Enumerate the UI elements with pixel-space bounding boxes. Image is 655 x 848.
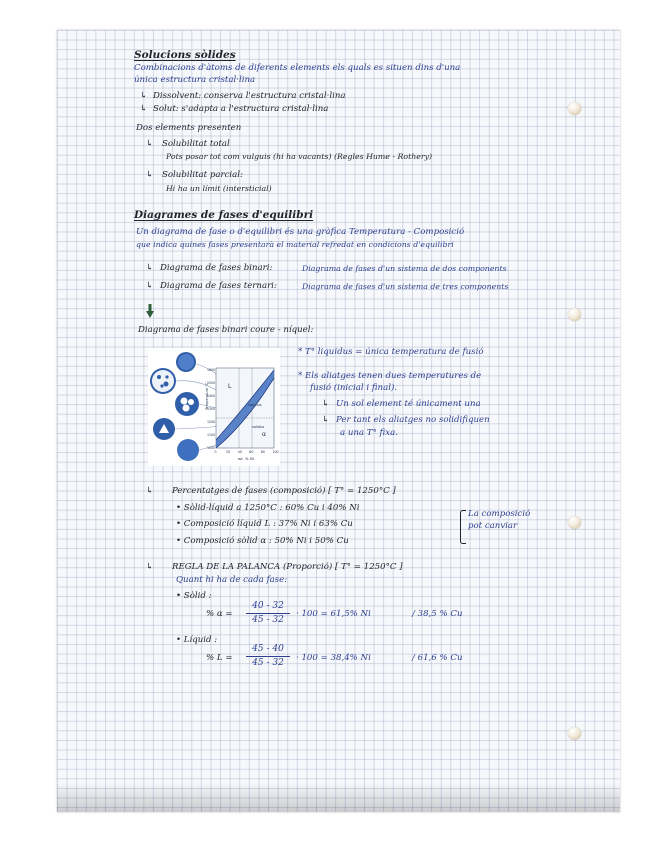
liquid-fraction — [246, 645, 290, 668]
binary-diagram-label: Diagrama de fases binari: — [160, 263, 273, 273]
dissolvent-line: Dissolvent: conserva l'estructura cristal·lina — [153, 91, 346, 101]
punch-hole — [568, 308, 581, 321]
liquid-result-cu: / 61,6 % Cu — [412, 653, 463, 663]
arrow-bullet: ↳ — [146, 263, 154, 273]
arrow-bullet: ↳ — [140, 104, 148, 114]
x-tick-label: 80 — [260, 450, 265, 454]
arrow-bullet: ↳ — [146, 486, 154, 496]
arrow-bullet: ↳ — [140, 91, 148, 101]
y-axis-label: Temperature °C — [205, 382, 209, 410]
solid-variable: % α = — [206, 609, 233, 619]
composition-note: pot canviar — [468, 521, 518, 531]
arrow-bullet: ↳ — [146, 139, 154, 149]
arrow-bullet: ↳ — [146, 281, 154, 291]
arrow-bullet: ↳ — [146, 170, 154, 180]
y-tick-label: 1100 — [207, 433, 216, 437]
note-alloys: fusió (inicial i final). — [310, 383, 398, 393]
arrow-bullet: ↳ — [322, 415, 330, 425]
total-solubility-desc: Pots posar tot com vulguis (hi ha vacants) (Regles Hume - Rothery) — [166, 152, 433, 161]
x-axis-label: wt. % Ni — [238, 456, 254, 461]
definition-line: que indica quines fases presentarà el material refredat en condicions d'equilibri — [136, 240, 454, 249]
liquid-label: • Líquid : — [176, 635, 218, 645]
cu-ni-diagram-heading: Diagrama de fases binari coure - níquel: — [138, 325, 314, 335]
region-label-liquid: L — [228, 383, 232, 390]
x-tick-label: 60 — [249, 450, 254, 454]
definition-line: Un diagrama de fase o d'equilibri és una gràfica Temperatura - Composició — [136, 227, 465, 237]
y-tick-label: 1600 — [207, 368, 216, 372]
ternary-diagram-label: Diagrama de fases ternari: — [160, 281, 277, 291]
solid-result: · 100 = 61,5% Ni — [296, 609, 371, 619]
two-elements-heading: Dos elements presenten — [136, 123, 242, 133]
note-so-alloys: a una T° fixa. — [340, 428, 398, 438]
note-single-element: Un sol element té únicament una — [336, 399, 481, 409]
liquid-result: · 100 = 38,4% Ni — [296, 653, 371, 663]
note-so-alloys: Per tant els aliatges no solidifiquen — [336, 415, 490, 425]
arrow-bullet: ↳ — [322, 399, 330, 409]
solidus-label: solidus — [252, 425, 265, 429]
liquid-numerator: 45 - 40 — [252, 644, 284, 654]
x-tick-label: 0 — [214, 450, 217, 454]
section-title-phase-diagrams: Diagrames de fases d'equilibri — [134, 209, 314, 221]
solid-numerator: 40 - 32 — [252, 601, 284, 611]
composition-line: • Composició líquid L : 37% Ni i 63% Cu — [176, 519, 353, 529]
composition-line: • Composició sòlid α : 50% Ni i 50% Cu — [176, 536, 349, 546]
arrow-bullet: ↳ — [146, 562, 154, 572]
composition-line: • Sòlid-líquid a 1250°C : 60% Cu i 40% Ni — [176, 503, 360, 513]
ternary-diagram-desc: Diagrama de fases d'un sistema de tres components — [302, 282, 509, 291]
note-liquidus: * T° liquidus = única temperatura de fusió — [298, 347, 484, 357]
x-tick-label: 40 — [237, 450, 242, 454]
y-tick-label: 1300 — [207, 407, 216, 411]
liquidus-label: liquidus — [248, 403, 262, 407]
binary-diagram-desc: Diagrama de fases d'un sistema de dos components — [302, 264, 507, 273]
lever-question: Quant hi ha de cada fase: — [176, 575, 288, 585]
partial-solubility-label: Solubilitat parcial: — [162, 170, 243, 180]
punch-hole — [568, 516, 581, 529]
solid-result-cu: / 38,5 % Cu — [412, 609, 463, 619]
y-tick-label: 1500 — [207, 381, 216, 385]
page-shadow — [57, 782, 620, 812]
y-tick-label: 1200 — [207, 420, 216, 424]
punch-hole — [568, 102, 581, 115]
region-label-alpha: α — [262, 431, 266, 438]
liquid-variable: % L = — [206, 653, 233, 663]
composition-note: La composició — [468, 509, 531, 519]
solid-fraction — [246, 602, 290, 625]
cu-ni-phase-diagram-figure — [148, 348, 280, 466]
solid-denominator: 45 - 32 — [252, 615, 284, 625]
punch-hole — [568, 727, 581, 740]
note-alloys: * Els aliatges tenen dues temperatures de — [298, 371, 482, 381]
definition-line: única estructura cristal·lina — [134, 75, 256, 85]
lever-rule-header: REGLA DE LA PALANCA (Proporció) [ T° = 1250°C ] — [172, 562, 403, 572]
solid-label: • Sòlid : — [176, 591, 212, 601]
y-tick-label: 1400 — [207, 394, 216, 398]
partial-solubility-desc: Hi ha un límit (intersticial) — [166, 184, 272, 193]
solut-line: Solut: s'adapta a l'estructura cristal·lina — [153, 104, 329, 114]
section-title-solid-solutions: Solucions sòlides — [134, 49, 236, 61]
x-tick-label: 20 — [226, 450, 231, 454]
phase-chart — [205, 368, 279, 461]
total-solubility-label: Solubilitat total — [162, 139, 230, 149]
liquid-denominator: 45 - 32 — [252, 658, 284, 668]
x-tick-label: 100 — [272, 450, 279, 454]
bracket — [460, 510, 466, 544]
down-arrow-icon — [146, 304, 154, 318]
y-tick-label: 1000 — [207, 446, 216, 450]
composition-header: Percentatges de fases (composició) [ T° = 1250°C ] — [172, 486, 396, 496]
definition-line: Combinacions d'àtoms de diferents elements els quals es situen dins d'una — [134, 63, 461, 73]
